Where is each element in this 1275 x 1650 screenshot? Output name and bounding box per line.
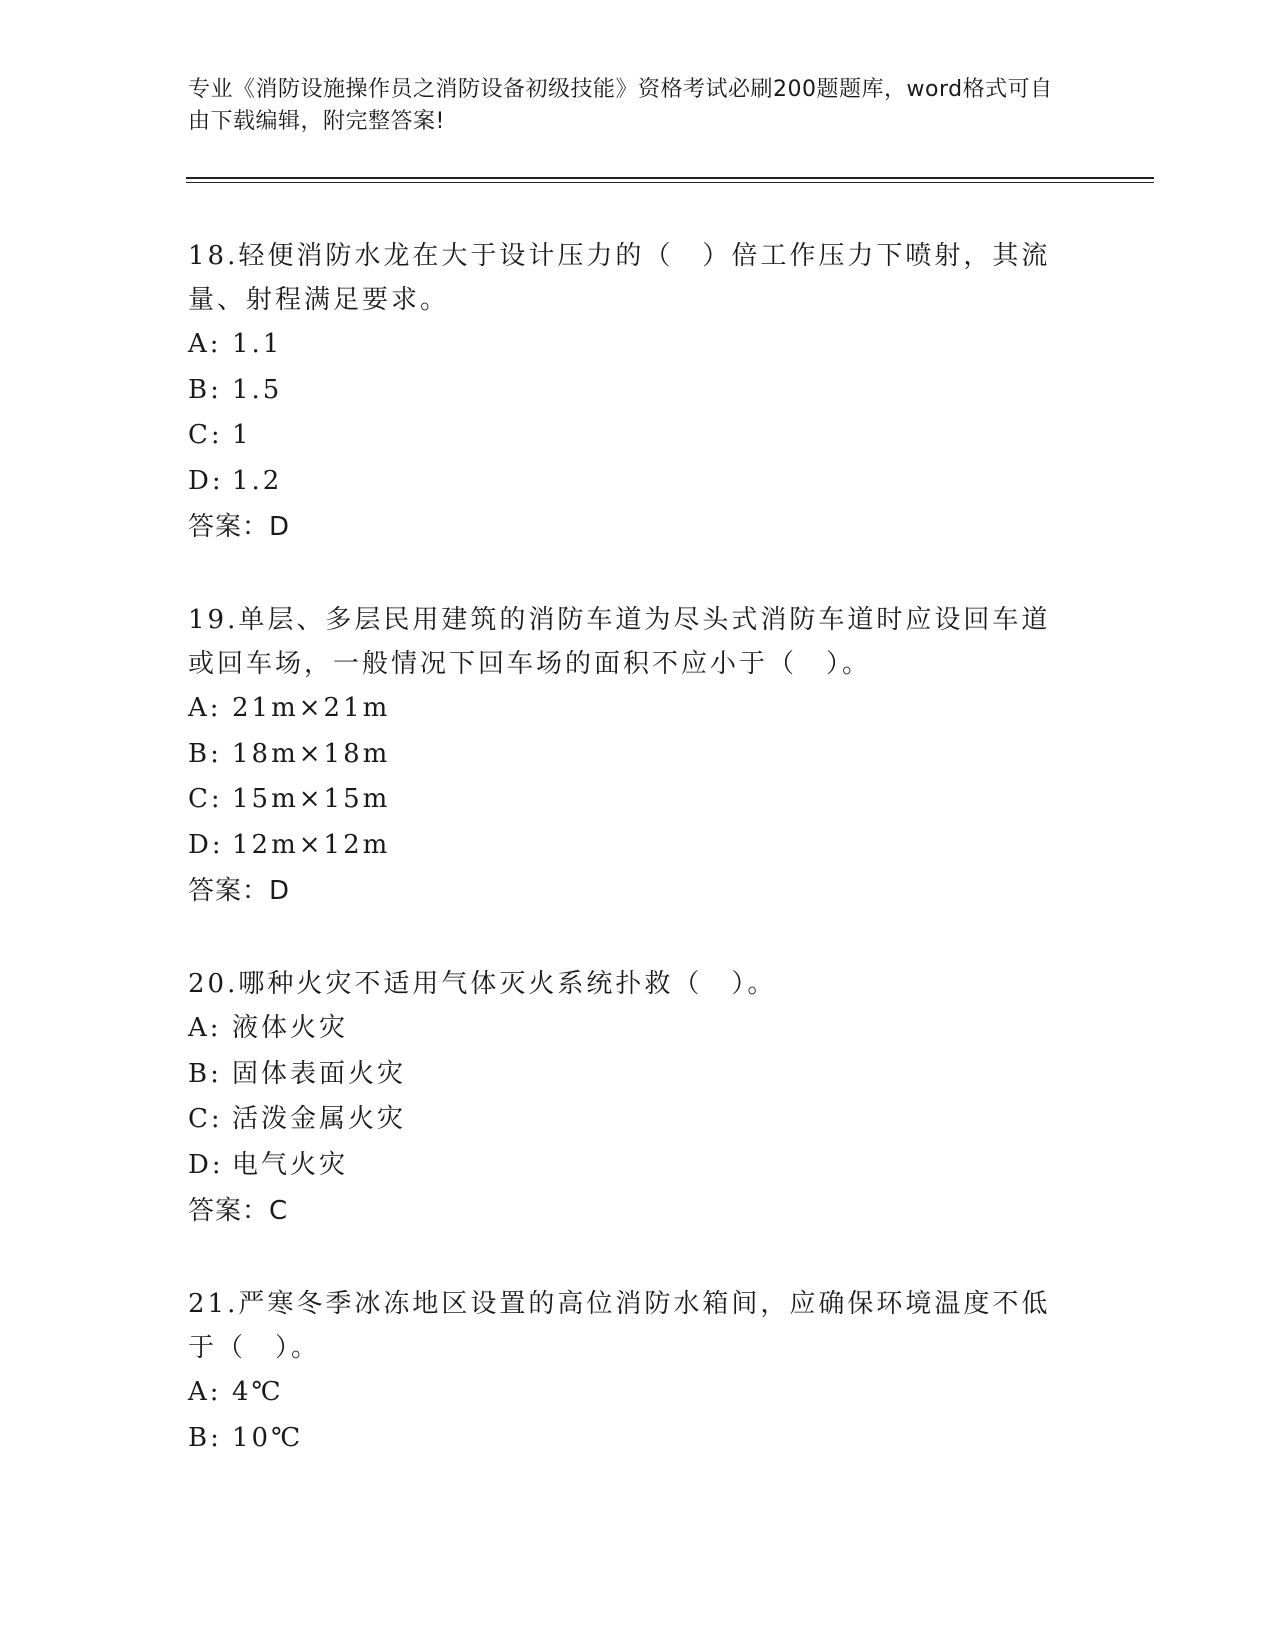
question-stem: 20.哪种火灾不适用气体灭火系统扑救（ ）。 [188,969,777,999]
option-letter: C: [188,784,223,814]
option-a [188,1006,1068,1052]
question-21 [188,1282,1068,1461]
option-c [188,413,1068,459]
option-letter: D: [188,465,224,496]
option-text: 12m×12m [232,829,391,860]
option-letter: C: [188,420,223,450]
option-text: 活泼金属火灾 [232,1104,407,1134]
question-20 [188,962,1068,1234]
document-header: 专业《消防设施操作员之消防设备初级技能》资格考试必刷200题题库，word格式可自由下载编辑，附完整答案! [188,77,1053,134]
option-d [188,823,1068,869]
option-text: 15m×15m [232,784,391,814]
option-text: 1.1 [232,329,283,359]
option-text: 1.5 [232,374,283,405]
option-text: 液体火灾 [232,1013,349,1043]
option-letter: B: [188,374,222,405]
question-19 [188,598,1068,914]
option-b [188,732,1068,778]
option-letter: C: [188,1104,223,1134]
option-letter: D: [188,1149,224,1180]
option-a [188,686,1068,732]
option-d [188,1143,1068,1189]
option-text: 1 [232,420,252,450]
question-stem: 19.单层、多层民用建筑的消防车道为尽头式消防车道时应设回车道或回车场，一般情况下回车场的面积不应小于（ ）。 [188,605,1051,679]
option-text: 18m×18m [232,738,391,769]
question-18 [188,234,1068,550]
option-text: 1.2 [232,465,283,496]
option-c [188,1097,1068,1143]
option-b [188,1052,1068,1098]
option-letter: D: [188,829,224,860]
option-letter: A: [188,329,222,359]
answer-line: 答案：D [188,512,291,542]
option-b [188,368,1068,414]
option-letter: B: [188,738,222,769]
question-stem: 18.轻便消防水龙在大于设计压力的（ ）倍工作压力下喷射，其流量、射程满足要求。 [188,241,1051,315]
header-divider-thick [186,177,1154,179]
option-letter: B: [188,1422,222,1453]
option-d [188,459,1068,505]
option-a [188,322,1068,368]
option-text: 4℃ [232,1377,284,1407]
option-letter: A: [188,1013,222,1043]
answer-line: 答案：C [188,1196,289,1226]
option-letter: B: [188,1058,222,1089]
option-text: 固体表面火灾 [232,1058,407,1089]
option-a [188,1370,1068,1416]
header-divider-thin [186,182,1154,183]
option-b [188,1416,1068,1462]
answer-line: 答案：D [188,876,291,906]
option-letter: A: [188,693,222,723]
option-text: 10℃ [232,1422,304,1453]
option-text: 21m×21m [232,693,391,723]
option-text: 电气火灾 [232,1149,349,1180]
question-stem: 21.严寒冬季冰冻地区设置的高位消防水箱间，应确保环境温度不低于（ ）。 [188,1289,1051,1363]
option-c [188,777,1068,823]
option-letter: A: [188,1377,222,1407]
